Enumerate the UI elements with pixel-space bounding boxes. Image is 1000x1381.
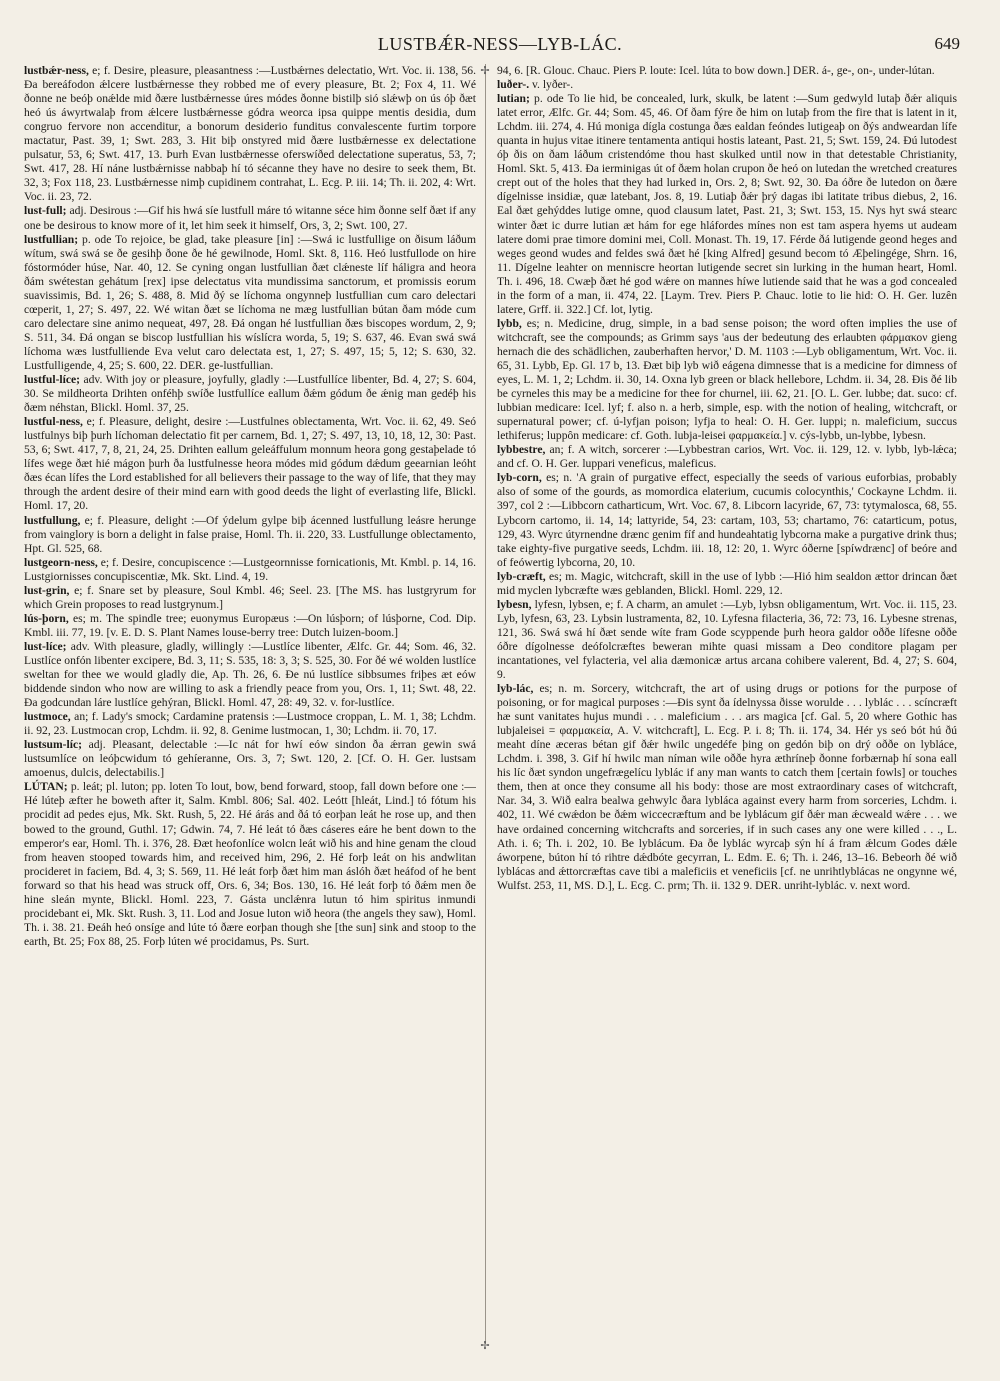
entry-headword: lustbǽr-ness, [24,64,89,77]
dictionary-entry [497,92,957,317]
page-number: 649 [934,34,960,53]
entry-text: p. ode To lie hid, be concealed, lurk, skulk, be latent :—Sum gedwyld lutaþ ðǽr aliquis latet error, Ælfc. Gr. 44; Som. 45, 46. Of ðam fýre ðe him on lutaþ from the fire that is latent in it, Lchdm. iii. 274, 4. Hú moniga dígla costunga ðæs ealdan feóndes lutigeaþ on ðýs andweardan lífe quanta in hujus vitae itinere tentamenta antiqui hostis lateant, Past. 21, 5; Swt. 159, 24. Ðú lutodest óþ ðis on ðam láðum cristendóme thou hast skulked until now in that detestable Christianity, Homl. Skt. 5, 413. Ða ierminigas út of ðæm holan crupon ðe heó on lutedan the wretched creatures crept out of the holes that they had lurked in, Ors. 2, 8; Swt. 92, 30. Ða óðre ðe lutedon on ðære dígelnisse insidiæ, quæ latebant, Jos. 8, 19. Lutiaþ ðǽr þrý dagas ibi latitate tribus diebus, 2, 16. Eal ðæt gehýddes lutige omne, quod clausum latet, Past. 21, 3; Swt. 153, 15. Nys hyt swá stearc winter ðæt ic durre lutian æt hám for ege hláfordes mínes non est tam aspera hyems ut audeam latere domi prae timore domini mei, Coll. Monast. Th. 19, 17. Férde ðá lutigende geond heges and weges geond wudes and feldes swá ðæt hé [king Alfred] gesund becom tó Æþelingége, Shrn. 16, 11. Dígelne leahter on menniscre heortan lutigende secret sin lurking in the human heart, Homl. Th. i. 496, 18. Cwæþ ðæt hé god wǽre on mannes híwe lutiende said that he was a god concealed in the form of a man, ii. 474, 22. [Laym. Trev. Piers P. Chauc. lotie to lie hid: O. H. Ger. luzên latere, Grff. ii. 322.] Cf. lot, lytig. [497,92,957,316]
dictionary-entry [24,640,476,710]
dictionary-entry [24,738,476,780]
entry-text: es; m. Magic, witchcraft, skill in the use of lybb :—Hió him sealdon ættor drincan ðæt mid myclen lybcræfte wæs geblanden, Blickl. Homl. 229, 12. [497,569,957,597]
dictionary-entry [497,78,957,92]
entry-headword: lyb-corn, [497,471,542,485]
entry-text: es; n. m. Sorcery, witchcraft, the art of using drugs or potions for the purpose of poisoning, or for magical purposes :—Ðis synt ða ídelnyssa ðisse woruldе . . . lybláс . . . scíncræft hæ sunt vanitates hujus mundi . . . maleficium . . . ars magica [cf. Gal. 5, 20 where Gothic has lubjaleisei = φαρμακεία, A. V. witchcraft], L. Ecg. P. i. 8; Th. ii. 174, 34. Hér ys seó bót hú ðú meaht díne æceras bétan gif ðǽr hwilc ungedéfe þing on gedón biþ on drý oððe on lybláce, Lchdm. i. 398, 3. Gif hí hwilc man níman wile oððe hyra æthrínеþ ðonne forbærnaþ hí sona eall his líc ðæt syndon ungefrægelícu lybláс if any man wants to catch them [certain fowls] or touches them, then at once they consume all his body: those are most extraordinary cases of witchcraft, Nar. 34, 3. Wið ealra bealwa gehwylc ðara lybláca against every harm from sorceries, Lchdm. i. 402, 11. Wé cwǽdon be ðǽm wiccecræftum and be lybláсum gif ðǽr man ǽcweald wǽre . . . we have ordained concerning witchcrafts and sorceries, if in such cases any one were killed . . ., L. Ath. i. 6; Th. i. 202, 10. Be lybláсum. Ða ðe lyblác wyrcaþ sýn hí á fram ǽlcum Godes dǽle áworpene, búton hí tó rihtre dǽdbóte gecyrran, L. Edm. E. 6; Th. i. 246, 13–16. Bebeorh ðé wið lybláсas and ǽttorcræftas cave tibi a maleficiis et veneficiis [cf. ne unrihtlybláсas ne ongynne wé, Wulfst. 253, 11, MS. D.], L. Ecg. C. prm; Th. ii. 132 9. DER. unriht-lybláс. v. next word. [497,682,957,892]
entry-text: an; f. Lady's smock; Cardamine pratensis :—Lustmoce croppan, L. M. 1, 38; Lchdm. ii. 92, 23. Lustmocan crop, Lchdm. ii. 92, 8. Genime lustmocan, 1, 30; Lchdm. ii. 70, 17. [24,710,476,738]
dictionary-entry [24,514,476,556]
entry-headword: lybesn, [497,597,532,611]
dictionary-entry [497,471,957,569]
entry-text: adv. With joy or pleasure, joyfully, gladly :—Lustfullíce libenter, Bd. 4, 27; S. 604, 30. Se mildheorta Drihten onféhþ swíðe lustfullíce eallum ðǽm gódum ðe ǽnig man gedéþ his ðæm néhstan, Blickl. Homl. 37, 25. [24,373,476,415]
entry-text: e; f. Pleasure, delight :—Of ýdelum gylpe biþ ácenned lustfullung leásre herunge from vainglory is born a delight in false praise, Homl. Th. ii. 220, 33. Lustfullunge oblectamento, Hpt. Gl. 525, 68. [24,513,476,555]
entry-text: p. leát; pl. luton; pp. loten To lout, bow, bend forward, stoop, fall down before one :—Hé lúteþ æfter he boweth after it, Salm. Kmbl. 806; Sal. 402. Leótt [hleát, Lind.] tó fótum his procidit ad pedes ejus, Mk. Skt. Rush, 5, 22. Hé árás and ðá tó eorþan leát he rose up, and then bowed to the ground, Guthl. 17; Gdwin. 74, 7. Hé leát tó ðæs cáseres eáre he bent down to the emperor's ear, Homl. Th. i. 376, 28. Ðæt heofonlíce wolcn leát wið his and hine genam the cloud from heaven stooped towards him, and received him, 296, 2. Hé forþ leát on his andwlitan procideret in faciem, Bd. 4, 3; S. 569, 11. Hé leát forþ ðæt him man áslóh ðæt heáfod of he bent forward so that his head was struck off, Ors. 6, 34; Bos. 130, 16. Hé leát forþ tó ðǽm men ðe hine sleán mynte, Blickl. Homl. 223, 7. Gásta unclǽnra lutun tó him spiritus inmundi procidebant ei, Mk. Skt. Rush. 3, 11. Lod and Josue luton wið heora (the angels they saw), Homl. Th. i. 38. 21. Ðeáh heó onsíge and lúte tó ðære eorþan though she [the sun] sink and stoop to the earth, Bt. 25; Fox 88, 25. Forþ lúten wé procidamus, Ps. Surt. [24,780,476,948]
entry-headword: lustgeorn-ness, [24,555,98,569]
running-title: LUSTBǼR-NESS—LYB-LÁC. [377,34,623,54]
dictionary-entry [24,584,476,612]
entry-headword: lyb-cræft, [497,569,546,583]
dictionary-entry [497,443,957,471]
entry-headword: lybb, [497,316,522,330]
entry-headword: LÚTAN; [24,780,68,794]
left-column [24,64,476,1354]
entry-text: e; f. Desire, pleasure, pleasantness :—Lustbǽrnes delectatio, Wrt. Voc. ii. 138, 56. Ða bereáfodon ǽlcere lustbǽrnesse they robbed me of every pleasure, Bt. 2; Fox 4, 11. Wé ðonne ne beóþ onǽlde mid ðære lustbǽrnesse úres módes ðonne bistilþ sió slǽwþ on ús óþ ðæt heó ús áwyrtwalaþ from ǽlcere lustbǽrnesse gódra weorca ipsa quippe mentis desidia, dum congruo fervore non accenditur, a bonorum desiderio funditus convalescente furtim torpore mactatur, Past. 39, 1; Swt. 283, 3. Hit biþ onstyred mid ðære lustbǽrnesse ex delectatione pulsatur, 53, 6; Swt. 417, 13. Þurh Evan lustbǽrnesse oferswíðed delectatione superatus, 53, 7; Swt. 417, 28. Hí náne lustbǽrnisse nabbaþ hí tó sécanne they have no desire to seek them, Bt. 32, 3; Fox 118, 23. Lustbǽrnesse nimþ cupidinem contrahat, L. Ecg. P. iii. 14; Th. ii. 202, 4: Wrt. Voc. ii. 23, 72. [24,64,476,204]
entry-headword: lustmoce, [24,710,71,724]
entry-headword: lutian; [497,92,530,106]
right-column [497,64,957,1354]
entry-headword: lust-líce; [24,639,67,653]
column-divider [485,64,486,1344]
dictionary-entry [24,204,476,232]
entry-headword: lustfullung, [24,513,81,527]
dictionary-entry [497,570,957,598]
entry-text: e; f. Pleasure, delight, desire :—Lustfulnes oblectamenta, Wrt. Voc. ii. 62, 49. Seó lustfulnys biþ þurh líchoman delectatio fit per carnem, Bd. 1, 27; S. 497, 13, 10, 18, 12, 30: Past. 53, 6; Swt. 417, 7, 8, 21, 24, 25. Drihten eallum geleáffulum monnum heora gong gestaþelade tó lífes wege ðæt hié mágon þurh ða lustfulnesse heora módes mid gódum dǽdum geearnian leóht ðæs écan lífes the Lord established for all believers their passage to the way of life, that they may through the ardent desire of their mind earn with good deeds the light of everlasting life, Blickl. Homl. 17, 20. [24,415,476,513]
entry-text: es; n. 'A grain of purgative effect, especially the seeds of various euforbias, probably also of some of the gourds, as momordica elaterium, cucumis colocynthis,' Cockayne Lchdm. ii. 397, col 2 :—Libbcorn catharticum, Wrt. Voc. 67, 8. Libcorn lacyride, 67, 73: tytymalosca, 68, 55. Lybcorn cartomo, ii. 14, 14; lattyride, 54, 23: cartam, 103, 53; chartamo, 76: catarticum, potus, 129, 43. Wyrc útyrnendne drænc genim fíf and hundeahtatig lybcorna make a purgative drink thus; take eighty-five purgative seeds, Lchdm. iii. 18, 12: 20, 1. Wyrc óðerne [spíwdrænc] of beóre and of feówertig lybcorna, 20, 10. [497,471,957,569]
entry-headword: lustful-líce; [24,373,81,387]
dictionary-entry [24,233,476,373]
entry-text: adv. With pleasure, gladly, willingly :—Lustlíce libenter, Ælfc. Gr. 44; Som. 46, 32. Lustlíce onfón libenter excipere, Bd. 3, 11; S. 535, 18: 3, 3; S. 525, 30. For ðé wé wolden lustlíce sweltan for thee we would gladly die, Ap. Th. 26, 6. Ðe nú lustlíce sibbsumes friþes æt eów biddende sindon who now are willing to ask a friendly peace from you, Ors. 1, 11; Swt. 48, 22. Ða godcundan láre lustlíce gehýran, Blickl. Homl. 47, 28: 49, 32. v. for-lustlíce. [24,639,476,710]
dictionary-entry [24,710,476,738]
entry-headword: lús-þorn, [24,611,69,625]
ornament-mark-bottom: ✢ [480,1340,490,1352]
entry-text: lyfesn, lybsen, e; f. A charm, an amulet :—Lyb, lybsn obligamentum, Wrt. Voc. ii. 115, 23. Lyb, lyfesn, 63, 23. Lybsin lustramenta, 82, 10. Lyfesna filacteria, 36, 72: 73, 16. Lybesne strenas, 121, 36. Swá swá hí ðæt sende wíte fram Gode scyppende þurh heora galdor oððe lífesne oððe óðre dígolnesse deófolcræftes beweran mihte quasi missam a Deo conditore plagam per incantationes, vel fylacteria, vel alia dæmonicæ artus arcana cohibere valerent, Bd. 4, 27; S. 604, 9. [497,597,957,682]
page-header [0,34,1000,58]
entry-text: e; f. Desire, concupiscence :—Lustgeornnisse fornicationis, Mt. Kmbl. p. 14, 16. Lustgiornisses concupiscentiæ, Mk. Skt. Lind. 4, 19. [24,555,476,583]
dictionary-entry [497,682,957,893]
entry-headword: lustfullian; [24,232,79,246]
entry-headword: lybbestre, [497,443,546,457]
entry-text: es; m. The spindle tree; euonymus Europæus :—On lúsþorn; of lúsþorne, Cod. Dip. Kmbl. iii. 77, 19. [v. E. D. S. Plant Names louse-berry tree: Dutch luizen-boom.] [24,611,476,639]
entry-text: an; f. A witch, sorcerer :—Lybbestran carios, Wrt. Voc. ii. 129, 12. v. lybb, lyb-lǽca; and cf. O. H. Ger. luppari veneficus, maleficus. [497,443,957,471]
dictionary-entry [497,598,957,682]
entry-text: 94, 6. [R. Glouc. Chauc. Piers P. loute: Icel. lúta to bow down.] DER. á-, ge-, on-, under-lútan. [497,64,935,77]
dictionary-entry [24,612,476,640]
dictionary-entry [497,64,957,78]
dictionary-entry [24,556,476,584]
entry-text: adj. Desirous :—Gif his hwá síe lustfull máre tó witanne séce him ðonne self ðæt if any one be desirous to know more of it, let him seek it himself, Ors, 3, 2; Swt. 100, 27. [24,204,476,232]
dictionary-entry [24,64,476,204]
entry-headword: lyb-lác, [497,682,534,696]
entry-text: e; f. Snare set by pleasure, Soul Kmbl. 46; Seel. 23. [The MS. has lustgryrum for which Grein proposes to read lustgrynum.] [24,583,476,611]
entry-text: adj. Pleasant, delectable :—Ic nát for hwí eów sindon ða ǽrran gewin swá lustsumlíce on leóþcwidum tó gehíeranne, Ors. 3, 7; Swt. 120, 2. [Cf. O. H. Ger. lustsam amoenus, dulcis, delectabilis.] [24,738,476,780]
dictionary-entry [24,780,476,949]
entry-headword: lust-full; [24,204,67,218]
ornament-mark-top: ✢ [480,65,490,77]
dictionary-entry [24,373,476,415]
dictionary-entry [497,317,957,443]
entry-headword: lustsum-líc; [24,738,82,752]
dictionary-entry [24,415,476,513]
entry-text: es; n. Medicine, drug, simple, in a bad sense poison; the word often implies the use of witchcraft, see the compounds; as Grimm says 'aus der bedeutung des erlaubten φάρμακον gieng hernach die des schädlichen, zauberhaften hervor,' D. M. 1103 :—Lyb obligamentum, Wrt. Voc. ii. 65, 31. Lybb, Ep. Gl. 17 b, 13. Ðæt biþ lyb wið eágena dimnesse that is a medicine for dimness of eyes, L. M. 1, 2; Lchdm. ii. 30, 14. Oxna lyb green or black hellebore, Lchdm. ii. 34, 28. Ðis ðé lib be cyrneles this may be a medicine for thee for churnel, iii. 62, 21. [O. L. Ger. lubbe; dat. suco: cf. lubbian medicare: Icel. lyf; f. also n. a herb, simple, esp. with the notion of healing, witchcraft, or supernatural power; cf. ú-lyfjan poison; lyfja to heal: O. H. Ger. luppi; n. maleficium, succus lethiferus; luppôn medicare: cf. Goth. lubja-leisei φαρμακεία.] v. cýs-lybb, un-lybbe, lybesn. [497,316,957,443]
entry-headword: lust-grin, [24,583,70,597]
entry-text: p. ode To rejoice, be glad, take pleasure [in] :—Swá ic lustfullige on ðisum láðum wítum, swá swá se ðe gesihþ ðone ðe hé gewilnode, Homl. Skt. 8, 116. Heó lustfullode on hire fóstormóder húse, Nar. 40, 12. Se cyning ongan lustfullian ðæt clǽneste líf háligra and heora ðám swétestan gehátum [rex] ipse delectatus vita mundissima sanctorum, et promissis eorum suavissimis, Bd. 1, 26; S. 488, 8. Mid ðý se líchoma ongynneþ lustfullian cum caro delectari cœperit, 1, 27; S. 497, 22. Wé witan ðæt se líchoma ne mæg lustfullian bútan ðam móde cum caro delectare sine animo nequeat, 497, 28. Ðá ongan hé lustfullian ðæs biscopes wordum, 2, 9; S. 511, 34. Ðá ongan se biscop lustfullian his wíslícra worda, 5, 19; S. 637, 46. Evan swá swá líchoma wæs lustfulliende Eva velut caro delectata est, 1, 27; S. 497, 15; 5, 12; S. 630, 32. Lustfulligende, 4, 25; S. 600, 22. DER. ge-lustfullian. [24,232,476,372]
entry-text: v. lyðer-. [532,78,574,92]
entry-headword: luðer-. [497,78,530,92]
entry-headword: lustful-ness, [24,415,83,429]
